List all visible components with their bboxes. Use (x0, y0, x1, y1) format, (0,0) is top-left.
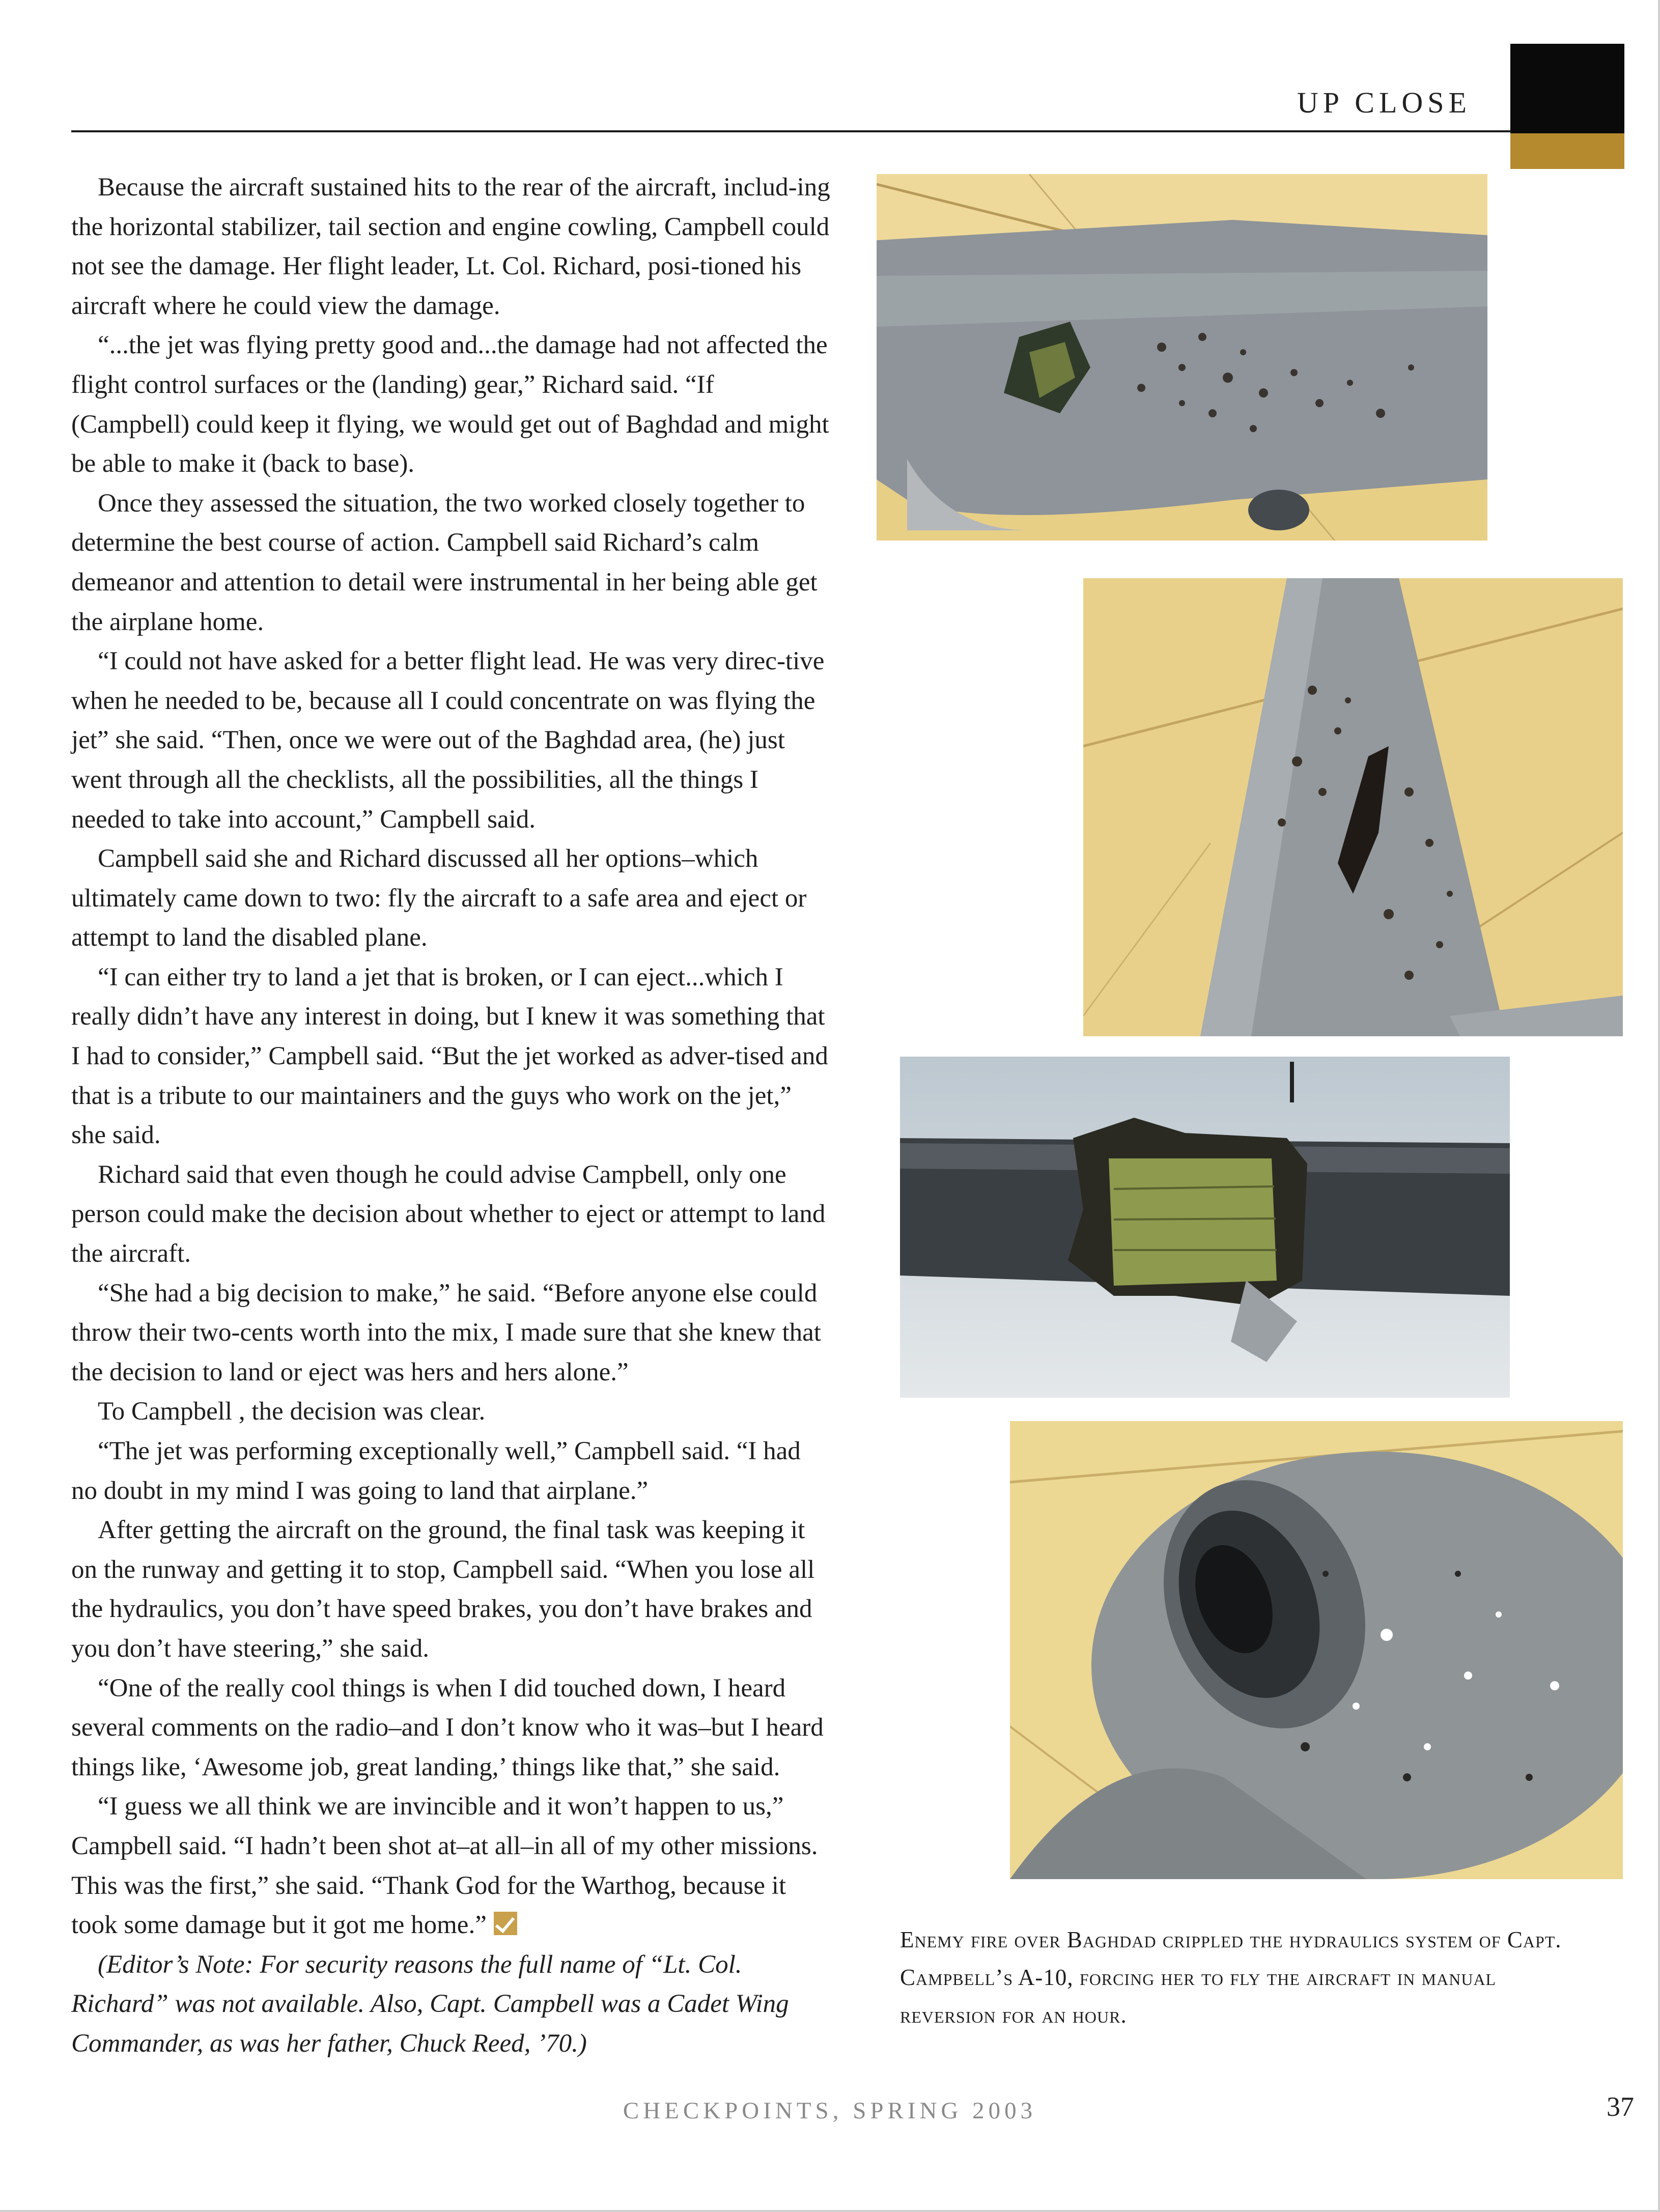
article-paragraph: “I can either try to land a jet that is broken, or I can eject...which I really didn’t have any interest in doing, but I knew it was something that I had to consider,” Campbell said. “But the jet worked as adver-tised and that is a tribute to our maintainers and the guys who work on the jet,” she said. (71, 962, 828, 1150)
section-tab-gold (1510, 133, 1624, 169)
article-last-paragraph (71, 1787, 832, 1945)
header-rule (71, 130, 1510, 132)
article-body (71, 168, 832, 2064)
article-paragraph: “One of the really cool things is when I did touched down, I heard several comments on the radio–and I don’t know who it was–but I heard things like, ‘Awesome job, great landing,’ things like that,” she said. (71, 1674, 824, 1781)
article-paragraph: After getting the aircraft on the ground, the final task was keeping it on the runway and getting it to stop, Campbell said. “When you lose all the hydraulics, you don’t have speed brakes, you don’t have brakes and you don’t have steering,” she said. (71, 1516, 815, 1663)
article-paragraph-text: “I guess we all think we are invincible and it won’t happen to us,” Campbell said. “I hadn’t been shot at–at all–in all of my other missions. This was the first,” she said. “Thank God for the Warthog, because it took some damage but it got me home.” (71, 1792, 818, 1940)
photo-vertical-stabilizer-damage (1083, 578, 1623, 1036)
article-paragraph: Because the aircraft sustained hits to the rear of the aircraft, includ-ing the horizontal stabilizer, tail section and engine cowling, Campbell could not see the damage. Her flight leader, Lt. Col. Richard, posi-tioned his aircraft where he could view the damage. (71, 173, 830, 320)
photo-engine-nacelle-damage (1010, 1421, 1623, 1879)
editors-note: (Editor’s Note: For security reasons the full name of “Lt. Col. Richard” was not available. Also, Capt. Campbell was a Cadet Wing Commander, as was her father, Chuck Reed, ’70.) (71, 1950, 789, 2058)
photo-engine-nacelle-damage-image (1010, 1421, 1623, 1879)
article-paragraph: Richard said that even though he could advise Campbell, only one person could make the decision about whether to eject or attempt to land the aircraft. (71, 1160, 826, 1268)
photo-tail-section-damage-image (877, 174, 1487, 541)
article-paragraph: Once they assessed the situation, the two worked closely together to determine the best course of action. Campbell said Richard’s calm demeanor and attention to detail were instrumental in her being able get the airplane home. (71, 489, 818, 636)
article-paragraph: To Campbell , the decision was clear. (98, 1397, 486, 1426)
article-paragraph: “...the jet was flying pretty good and...the damage had not affected the flight control surfaces or the (landing) gear,” Richard said. “If (Campbell) could keep it flying, we would get out of Baghdad and might be able to make it (back to base). (71, 331, 829, 478)
footer-publication: CHECKPOINTS, SPRING 2003 (623, 2097, 1037, 2124)
photo-vertical-stabilizer-damage-image (1083, 578, 1623, 1036)
article-paragraph: Campbell said she and Richard discussed all her options–which ultimately came down to two: fly the aircraft to a safe area and eject or attempt to land the disabled plane. (71, 844, 807, 952)
article-paragraph: “I could not have asked for a better flight lead. He was very direc-tive when he needed to be, because all I could concentrate on was flying the jet” she said. “Then, once we were out of the Baghdad area, (he) just went through all the checklists, all the possibilities, all the things I needed to take into account,” Campbell said. (71, 647, 825, 834)
checkmark-box-icon (494, 1912, 517, 1935)
photo-tail-section-damage (877, 174, 1487, 541)
photo-caption: Enemy fire over Baghdad crippled the hydraulics system of Capt. Campbell’s A-10, forcing her to fly the aircraft in manual reversion for an hour. (900, 1927, 1562, 2028)
photo-engine-cowling-damage (900, 1057, 1510, 1398)
article-paragraph: “The jet was performing exceptionally well,” Campbell said. “I had no doubt in my mind I was going to land that airplane.” (71, 1437, 801, 1505)
page-number: 37 (1607, 2091, 1634, 2122)
section-label: UP CLOSE (1297, 86, 1471, 119)
article-paragraph: “She had a big decision to make,” he said. “Before anyone else could throw their two-cents worth into the mix, I made sure that she knew that the decision to land or eject was hers and hers alone.” (71, 1279, 821, 1386)
photo-engine-cowling-damage-image (900, 1057, 1510, 1398)
section-tab-black (1510, 44, 1624, 133)
